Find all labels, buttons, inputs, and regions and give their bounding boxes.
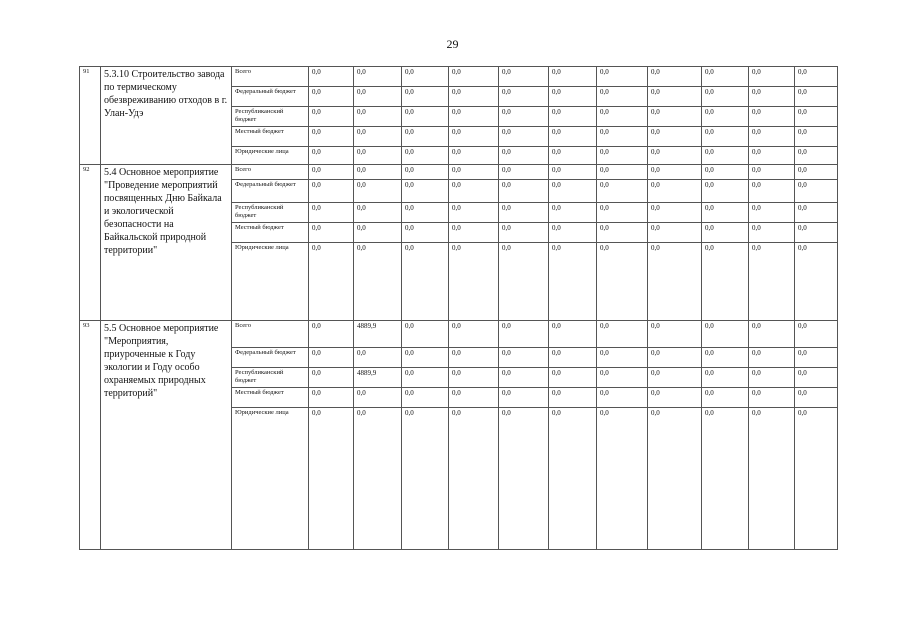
value-cell: 0,0	[795, 127, 838, 147]
value-cell: 0,0	[309, 67, 354, 87]
value-cell: 0,0	[749, 107, 795, 127]
value-cell: 0,0	[702, 408, 749, 550]
value-cell: 0,0	[499, 107, 549, 127]
value-cell: 0,0	[449, 321, 499, 348]
value-cell: 0,0	[354, 165, 402, 180]
value-cell: 0,0	[648, 107, 702, 127]
value-cell: 0,0	[309, 203, 354, 223]
value-cell: 0,0	[648, 243, 702, 321]
funding-source: Всего	[232, 67, 309, 87]
value-cell: 0,0	[354, 348, 402, 368]
value-cell: 0,0	[309, 321, 354, 348]
funding-source: Юридические лица	[232, 147, 309, 165]
value-cell: 0,0	[309, 348, 354, 368]
value-cell: 0,0	[702, 321, 749, 348]
value-cell: 0,0	[449, 388, 499, 408]
activity-name: 5.3.10 Строительство завода по термическому обезвреживанию отходов в г. Улан-Удэ	[101, 67, 232, 165]
value-cell: 0,0	[702, 67, 749, 87]
value-cell: 0,0	[449, 180, 499, 203]
value-cell: 0,0	[597, 368, 648, 388]
funding-source: Всего	[232, 321, 309, 348]
value-cell: 0,0	[354, 127, 402, 147]
value-cell: 0,0	[309, 388, 354, 408]
value-cell: 0,0	[499, 243, 549, 321]
table-row	[80, 321, 838, 348]
value-cell: 0,0	[749, 147, 795, 165]
value-cell: 0,0	[597, 107, 648, 127]
funding-source: Юридические лица	[232, 408, 309, 550]
value-cell: 0,0	[402, 243, 449, 321]
value-cell: 0,0	[309, 223, 354, 243]
value-cell: 0,0	[749, 180, 795, 203]
activity-name: 5.5 Основное мероприятие "Мероприятия, приуроченные к Году экологии и Году особо охраняемых природных территорий"	[101, 321, 232, 550]
value-cell: 0,0	[749, 243, 795, 321]
value-cell: 0,0	[702, 348, 749, 368]
value-cell: 0,0	[702, 127, 749, 147]
funding-source: Федеральный бюджет	[232, 87, 309, 107]
value-cell: 0,0	[549, 127, 597, 147]
value-cell: 0,0	[795, 87, 838, 107]
value-cell: 0,0	[449, 203, 499, 223]
value-cell: 0,0	[402, 165, 449, 180]
value-cell: 4889,9	[354, 368, 402, 388]
value-cell: 0,0	[449, 243, 499, 321]
funding-source: Республиканский бюджет	[232, 203, 309, 223]
value-cell: 0,0	[499, 388, 549, 408]
value-cell: 0,0	[648, 147, 702, 165]
value-cell: 0,0	[702, 243, 749, 321]
value-cell: 0,0	[795, 107, 838, 127]
value-cell: 0,0	[402, 368, 449, 388]
value-cell: 0,0	[597, 348, 648, 368]
value-cell: 0,0	[648, 321, 702, 348]
value-cell: 0,0	[549, 165, 597, 180]
value-cell: 0,0	[749, 223, 795, 243]
value-cell: 0,0	[499, 165, 549, 180]
value-cell: 0,0	[499, 368, 549, 388]
value-cell: 0,0	[597, 180, 648, 203]
value-cell: 0,0	[749, 408, 795, 550]
value-cell: 0,0	[749, 203, 795, 223]
value-cell: 0,0	[795, 223, 838, 243]
value-cell: 0,0	[402, 127, 449, 147]
value-cell: 0,0	[597, 87, 648, 107]
page-number: 29	[446, 37, 459, 51]
value-cell: 0,0	[402, 67, 449, 87]
funding-source: Федеральный бюджет	[232, 180, 309, 203]
value-cell: 0,0	[749, 165, 795, 180]
value-cell: 0,0	[597, 165, 648, 180]
value-cell: 0,0	[354, 107, 402, 127]
value-cell: 0,0	[449, 348, 499, 368]
value-cell: 0,0	[354, 147, 402, 165]
value-cell: 0,0	[795, 180, 838, 203]
value-cell: 0,0	[499, 408, 549, 550]
value-cell: 0,0	[309, 243, 354, 321]
value-cell: 0,0	[354, 408, 402, 550]
value-cell: 0,0	[449, 107, 499, 127]
value-cell: 0,0	[499, 67, 549, 87]
value-cell: 0,0	[648, 67, 702, 87]
value-cell: 0,0	[795, 203, 838, 223]
value-cell: 0,0	[648, 223, 702, 243]
value-cell: 0,0	[309, 107, 354, 127]
value-cell: 0,0	[402, 223, 449, 243]
value-cell: 0,0	[549, 348, 597, 368]
table-row	[80, 165, 838, 180]
funding-source: Местный бюджет	[232, 388, 309, 408]
value-cell: 0,0	[354, 223, 402, 243]
value-cell: 0,0	[702, 87, 749, 107]
value-cell: 0,0	[702, 180, 749, 203]
value-cell: 0,0	[549, 180, 597, 203]
value-cell: 0,0	[499, 223, 549, 243]
value-cell: 0,0	[549, 67, 597, 87]
value-cell: 0,0	[354, 203, 402, 223]
value-cell: 0,0	[309, 408, 354, 550]
value-cell: 0,0	[749, 87, 795, 107]
value-cell: 0,0	[449, 368, 499, 388]
funding-source: Федеральный бюджет	[232, 348, 309, 368]
value-cell: 0,0	[597, 321, 648, 348]
value-cell: 0,0	[648, 203, 702, 223]
value-cell: 0,0	[702, 107, 749, 127]
value-cell: 0,0	[402, 107, 449, 127]
value-cell: 0,0	[354, 388, 402, 408]
value-cell: 0,0	[499, 87, 549, 107]
value-cell: 0,0	[648, 87, 702, 107]
value-cell: 0,0	[549, 107, 597, 127]
value-cell: 0,0	[309, 180, 354, 203]
value-cell: 4889,9	[354, 321, 402, 348]
value-cell: 0,0	[449, 87, 499, 107]
value-cell: 0,0	[795, 67, 838, 87]
value-cell: 0,0	[309, 127, 354, 147]
funding-source: Всего	[232, 165, 309, 180]
value-cell: 0,0	[597, 127, 648, 147]
value-cell: 0,0	[402, 388, 449, 408]
value-cell: 0,0	[795, 388, 838, 408]
value-cell: 0,0	[309, 368, 354, 388]
value-cell: 0,0	[402, 87, 449, 107]
value-cell: 0,0	[402, 147, 449, 165]
row-number: 93	[80, 321, 101, 550]
value-cell: 0,0	[402, 203, 449, 223]
value-cell: 0,0	[795, 165, 838, 180]
value-cell: 0,0	[795, 348, 838, 368]
value-cell: 0,0	[597, 243, 648, 321]
value-cell: 0,0	[354, 180, 402, 203]
value-cell: 0,0	[354, 243, 402, 321]
activity-name: 5.4 Основное мероприятие "Проведение мероприятий посвященных Дню Байкала и экологической безопасности на Байкальской природной территории"	[101, 165, 232, 321]
funding-source: Местный бюджет	[232, 223, 309, 243]
value-cell: 0,0	[795, 408, 838, 550]
value-cell: 0,0	[309, 165, 354, 180]
value-cell: 0,0	[549, 408, 597, 550]
value-cell: 0,0	[795, 368, 838, 388]
value-cell: 0,0	[549, 147, 597, 165]
value-cell: 0,0	[749, 127, 795, 147]
value-cell: 0,0	[402, 321, 449, 348]
value-cell: 0,0	[648, 368, 702, 388]
table-row	[80, 67, 838, 87]
value-cell: 0,0	[549, 203, 597, 223]
value-cell: 0,0	[597, 67, 648, 87]
funding-source: Республиканский бюджет	[232, 368, 309, 388]
value-cell: 0,0	[449, 408, 499, 550]
value-cell: 0,0	[499, 321, 549, 348]
value-cell: 0,0	[597, 203, 648, 223]
value-cell: 0,0	[749, 321, 795, 348]
value-cell: 0,0	[597, 223, 648, 243]
row-number: 92	[80, 165, 101, 321]
value-cell: 0,0	[597, 388, 648, 408]
value-cell: 0,0	[449, 67, 499, 87]
value-cell: 0,0	[354, 87, 402, 107]
value-cell: 0,0	[749, 368, 795, 388]
value-cell: 0,0	[795, 243, 838, 321]
value-cell: 0,0	[549, 321, 597, 348]
value-cell: 0,0	[648, 408, 702, 550]
value-cell: 0,0	[648, 180, 702, 203]
value-cell: 0,0	[309, 87, 354, 107]
value-cell: 0,0	[648, 348, 702, 368]
value-cell: 0,0	[499, 127, 549, 147]
value-cell: 0,0	[648, 165, 702, 180]
value-cell: 0,0	[795, 321, 838, 348]
value-cell: 0,0	[549, 388, 597, 408]
value-cell: 0,0	[702, 147, 749, 165]
value-cell: 0,0	[402, 408, 449, 550]
value-cell: 0,0	[449, 165, 499, 180]
value-cell: 0,0	[402, 180, 449, 203]
value-cell: 0,0	[499, 147, 549, 165]
funding-source: Республиканский бюджет	[232, 107, 309, 127]
value-cell: 0,0	[597, 147, 648, 165]
value-cell: 0,0	[499, 180, 549, 203]
value-cell: 0,0	[795, 147, 838, 165]
value-cell: 0,0	[402, 348, 449, 368]
value-cell: 0,0	[749, 67, 795, 87]
value-cell: 0,0	[702, 368, 749, 388]
value-cell: 0,0	[499, 203, 549, 223]
value-cell: 0,0	[309, 147, 354, 165]
funding-source: Местный бюджет	[232, 127, 309, 147]
value-cell: 0,0	[648, 388, 702, 408]
value-cell: 0,0	[648, 127, 702, 147]
value-cell: 0,0	[499, 348, 549, 368]
value-cell: 0,0	[549, 87, 597, 107]
value-cell: 0,0	[449, 147, 499, 165]
value-cell: 0,0	[549, 223, 597, 243]
value-cell: 0,0	[702, 388, 749, 408]
value-cell: 0,0	[549, 368, 597, 388]
value-cell: 0,0	[449, 223, 499, 243]
value-cell: 0,0	[702, 223, 749, 243]
value-cell: 0,0	[549, 243, 597, 321]
value-cell: 0,0	[749, 348, 795, 368]
value-cell: 0,0	[702, 203, 749, 223]
value-cell: 0,0	[449, 127, 499, 147]
row-number: 91	[80, 67, 101, 165]
value-cell: 0,0	[354, 67, 402, 87]
funding-source: Юридические лица	[232, 243, 309, 321]
value-cell: 0,0	[597, 408, 648, 550]
budget-table	[79, 66, 838, 550]
value-cell: 0,0	[749, 388, 795, 408]
value-cell: 0,0	[702, 165, 749, 180]
